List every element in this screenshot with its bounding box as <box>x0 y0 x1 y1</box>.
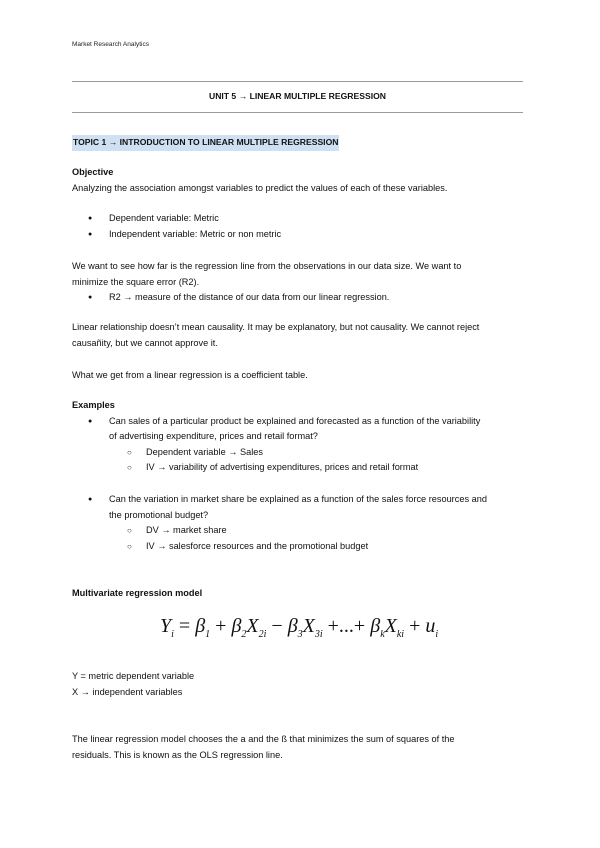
definition-y: Y = metric dependent variable <box>72 671 195 681</box>
topic-title: TOPIC 1 → INTRODUCTION TO LINEAR MULTIPLE REGRESSION <box>72 135 339 151</box>
paragraph-line: The linear regression model chooses the a and the ß that minimizes the sum of squares of the <box>72 734 455 744</box>
eq-subscript: 3 <box>297 629 303 640</box>
eq-y: Y <box>160 615 172 637</box>
regression-equation: $Y_i = \beta_1 + \beta_2X_{2i} - \beta_3X_{3i}$ +...+ $\beta_kX_{ki} + u_i$ <box>160 615 439 640</box>
paragraph-line: residuals. This is known as the OLS regression line. <box>72 749 283 760</box>
eq-u: u <box>425 615 436 637</box>
model-heading: Multivariate regression model <box>72 588 203 598</box>
eq-subscript: ki <box>396 629 405 640</box>
objective-text: Analyzing the association amongst variables to predict the values of each of these variables. <box>72 182 448 193</box>
coefficient-paragraph: What we get from a linear regression is a coefficient table. <box>72 370 308 380</box>
ols-paragraph <box>72 732 532 763</box>
sub-list-item: ○ Dependent variable → Sales <box>72 445 532 461</box>
eq-x: X <box>246 615 259 637</box>
eq-subscript: k <box>380 629 385 640</box>
objective-heading: Objective <box>72 167 114 177</box>
paragraph-line: Linear relationship doesn’t mean causality. It may be explanatory, but not causality. We cannot reject <box>72 322 480 332</box>
paragraph-line: We want to see how far is the regression line from the observations in our data size. We want to <box>72 261 462 271</box>
paragraph-line: the promotional budget? <box>109 509 209 520</box>
eq-x: X <box>384 615 397 637</box>
paragraph-line: ● Can sales of a particular product be explained and forecasted as a function of the variability <box>109 415 481 426</box>
regression-paragraph <box>72 259 532 306</box>
list-item: ● Dependent variable: Metric <box>72 211 532 227</box>
eq-beta: β <box>195 615 206 637</box>
definition-x: X → independent variables <box>72 686 183 697</box>
list-item <box>72 492 532 523</box>
examples-heading: Examples <box>72 400 115 410</box>
eq-dots: +...+ <box>327 615 366 637</box>
eq-beta: β <box>370 615 381 637</box>
objective-bullets <box>72 211 532 242</box>
eq-subscript: i <box>435 629 439 640</box>
model-definitions <box>72 669 532 700</box>
list-item: ● R2 → measure of the distance of our data from our linear regression. <box>72 290 532 306</box>
paragraph-line: causañity, but we cannot approve it. <box>72 337 218 348</box>
list-item <box>72 414 532 445</box>
top-divider <box>72 81 523 82</box>
paragraph-line: minimize the square error (R2). <box>72 276 200 287</box>
list-item: ● Independent variable: Metric or non metric <box>72 227 532 243</box>
eq-beta: β <box>231 615 242 637</box>
paragraph-line: ● Can the variation in market share be explained as a function of the sales force resources and <box>109 494 487 504</box>
objective-section <box>72 165 532 196</box>
sub-list-item: ○ IV → salesforce resources and the promotional budget <box>72 539 532 555</box>
examples-second-item <box>72 492 532 554</box>
paragraph-line: of advertising expenditure, prices and retail format? <box>109 431 318 441</box>
running-header: Market Research Analytics <box>72 41 149 48</box>
eq-beta: β <box>287 615 298 637</box>
eq-x: X <box>302 615 315 637</box>
sub-list-item: ○ IV → variability of advertising expenditures, prices and retail format <box>72 460 532 476</box>
eq-subscript: 1 <box>205 629 211 640</box>
unit-title: UNIT 5 → LINEAR MULTIPLE REGRESSION <box>209 91 386 101</box>
causality-paragraph <box>72 320 532 351</box>
examples-section <box>72 398 532 476</box>
eq-subscript: 3i <box>314 629 323 640</box>
eq-subscript: 2i <box>258 629 267 640</box>
sub-list-item: ○ DV → market share <box>72 523 532 539</box>
eq-subscript: 2 <box>241 629 247 640</box>
eq-subscript: i <box>171 629 174 640</box>
bottom-divider <box>72 112 523 113</box>
